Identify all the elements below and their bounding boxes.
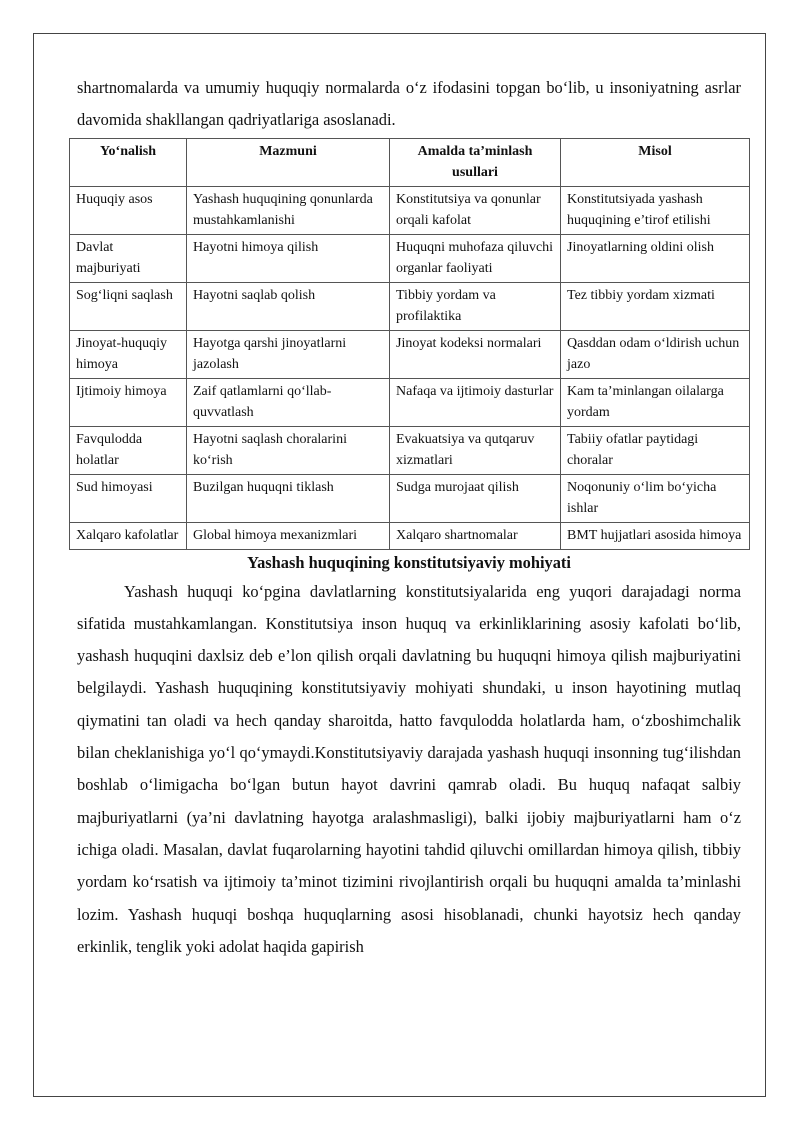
table-cell: Favqulodda holatlar: [70, 426, 187, 474]
table-cell: Hayotni saqlab qolish: [187, 282, 390, 330]
table-cell: Xalqaro shartnomalar: [390, 522, 561, 549]
table-row: [70, 522, 750, 549]
table-cell: Konstitutsiyada yashash huquqining e’tirof etilishi: [561, 186, 750, 234]
table-cell: Jinoyatlarning oldini olish: [561, 234, 750, 282]
table-row: [70, 378, 750, 426]
table-cell: Huquqni muhofaza qiluvchi organlar faoliyati: [390, 234, 561, 282]
rights-table: [69, 138, 750, 550]
table-cell: Sudga murojaat qilish: [390, 474, 561, 522]
header-direction: Yo‘nalish: [70, 138, 187, 186]
table-cell: Kam ta’minlangan oilalarga yordam: [561, 378, 750, 426]
table-cell: Evakuatsiya va qutqaruv xizmatlari: [390, 426, 561, 474]
table-cell: Sog‘liqni saqlash: [70, 282, 187, 330]
table-cell: Jinoyat kodeksi normalari: [390, 330, 561, 378]
table-header-row: [70, 138, 750, 186]
table-cell: Tabiiy ofatlar paytidagi choralar: [561, 426, 750, 474]
page-content: [77, 72, 741, 963]
table-cell: Tibbiy yordam va profilaktika: [390, 282, 561, 330]
table-cell: Jinoyat-huquqiy himoya: [70, 330, 187, 378]
section-heading: Yashash huquqining konstitutsiyaviy mohiyati: [247, 552, 571, 572]
table-row: [70, 282, 750, 330]
table-cell: Qasddan odam o‘ldirish uchun jazo: [561, 330, 750, 378]
table-row: [70, 234, 750, 282]
header-example: Misol: [561, 138, 750, 186]
header-content: Mazmuni: [187, 138, 390, 186]
header-methods: Amalda ta’minlash usullari: [390, 138, 561, 186]
table-cell: Huquqiy asos: [70, 186, 187, 234]
table-row: [70, 186, 750, 234]
table-cell: Yashash huquqining qonunlarda mustahkamlanishi: [187, 186, 390, 234]
table-row: [70, 330, 750, 378]
table-cell: Hayotni himoya qilish: [187, 234, 390, 282]
table-row: [70, 426, 750, 474]
table-cell: Hayotga qarshi jinoyatlarni jazolash: [187, 330, 390, 378]
table-cell: Sud himoyasi: [70, 474, 187, 522]
body-paragraph: Yashash huquqi ko‘pgina davlatlarning konstitutsiyalarida eng yuqori darajadagi norma sifatida mustahkamlangan. Konstitutsiya inson huquq va erkinliklarining asosiy kafolati bo‘lib, yashash huquqini daxlsiz deb e’lon qilish orqali davlatning bu huquqni himoya qilish majburiyatini belgilaydi. Yashash huquqining konstitutsiyaviy mohiyati shundaki, u inson hayotining mutlaq qiymatini tan oladi va hech qanday sharoitda, hatto favqulodda holatlarda ham, o‘zboshimchalik bilan cheklanishiga yo‘l qo‘ymaydi.Konstitutsiyaviy darajada yashash huquqi insonning tug‘ilishdan boshlab o‘limigacha bo‘lgan butun hayot davrini qamrab oladi. Bu huquq nafaqat salbiy majburiyatlarni (ya’ni davlatning hayotga aralashmasligi), balki ijobiy majburiyatlarni ham o‘z ichiga oladi. Masalan, davlat fuqarolarning hayotini tahdid qiluvchi omillardan himoya qilish, tibbiy yordam ko‘rsatish va ijtimoiy ta’minot tizimini rivojlantirish orqali bu huquqni amalda ta’minlashi lozim. Yashash huquqi boshqa huquqlarning asosi hisoblanadi, chunki hayotsiz hech qanday erkinlik, tenglik yoki adolat haqida gapirish: [77, 581, 741, 956]
table-cell: Nafaqa va ijtimoiy dasturlar: [390, 378, 561, 426]
table-cell: Zaif qatlamlarni qo‘llab-quvvatlash: [187, 378, 390, 426]
table-cell: Ijtimoiy himoya: [70, 378, 187, 426]
table-cell: Noqonuniy o‘lim bo‘yicha ishlar: [561, 474, 750, 522]
table-cell: Davlat majburiyati: [70, 234, 187, 282]
table-cell: Hayotni saqlash choralarini ko‘rish: [187, 426, 390, 474]
table-cell: Konstitutsiya va qonunlar orqali kafolat: [390, 186, 561, 234]
table-cell: BMT hujjatlari asosida himoya: [561, 522, 750, 549]
table-cell: Buzilgan huquqni tiklash: [187, 474, 390, 522]
table-cell: Global himoya mexanizmlari: [187, 522, 390, 549]
table-cell: Xalqaro kafolatlar: [70, 522, 187, 549]
intro-paragraph: shartnomalarda va umumiy huquqiy normalarda o‘z ifodasini topgan bo‘lib, u insoniyatning asrlar davomida shakllangan qadriyatlariga asoslanadi.: [77, 78, 741, 130]
table-row: [70, 474, 750, 522]
table-cell: Tez tibbiy yordam xizmati: [561, 282, 750, 330]
